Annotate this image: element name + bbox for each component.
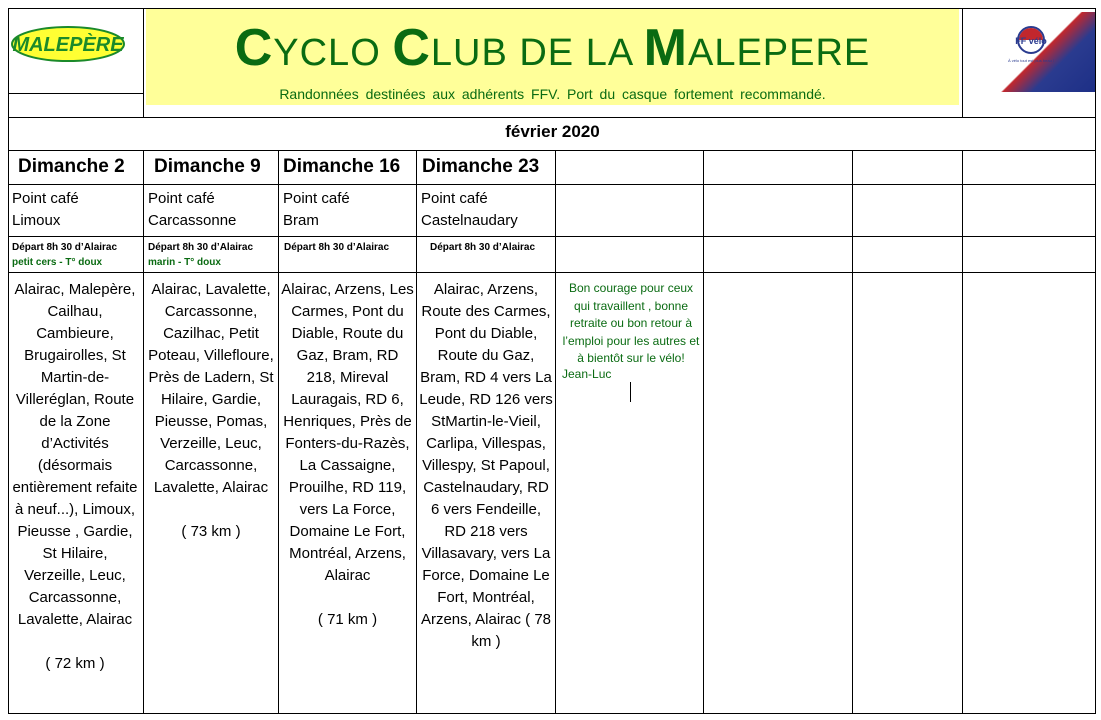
logo-right-text: FF vélo bbox=[1015, 36, 1047, 46]
route-cell-4 bbox=[419, 279, 553, 653]
title-part-lub: LUB DE LA bbox=[430, 32, 644, 74]
cafe-town: Carcassonne bbox=[148, 212, 237, 229]
cafe-label: Point café bbox=[283, 190, 350, 207]
cafe-label: Point café bbox=[148, 190, 215, 207]
route-distance: ( 73 km ) bbox=[181, 523, 241, 540]
grid-line bbox=[962, 8, 963, 118]
grid-line bbox=[8, 93, 143, 94]
cafe-label: Point café bbox=[12, 190, 79, 207]
title-initial-m: M bbox=[643, 19, 688, 77]
cafe-cell-1 bbox=[12, 188, 79, 232]
subtitle: Randonnées destinées aux adhérents FFV. Port du casque fortement recommandé. bbox=[279, 86, 826, 102]
route-distance: ( 71 km ) bbox=[317, 611, 378, 628]
note-text: Bon courage pour ceux qui travaillent , bonne retraite ou bon retour à l’emploi pour les autres et à bientôt sur le vélo! bbox=[562, 281, 700, 365]
grid-line bbox=[8, 184, 1096, 185]
grid-line bbox=[962, 150, 963, 714]
grid-line bbox=[8, 8, 9, 714]
cafe-town: Limoux bbox=[12, 212, 61, 229]
club-title bbox=[146, 18, 959, 78]
title-initial-c2: C bbox=[392, 19, 431, 77]
depart-info-4: Départ 8h 30 d’Alairac bbox=[430, 242, 536, 253]
route-cell-3 bbox=[281, 279, 414, 631]
ffvelo-logo bbox=[965, 12, 1095, 92]
weather-info-1: petit cers - T° doux bbox=[12, 257, 103, 268]
grid-line bbox=[8, 236, 1096, 237]
grid-line bbox=[416, 150, 417, 714]
grid-line bbox=[8, 8, 1096, 9]
logo-left-text: MALEPÈRE bbox=[12, 34, 124, 56]
day-heading-4: Dimanche 23 bbox=[422, 156, 540, 177]
weather-info-2: marin - T° doux bbox=[148, 257, 221, 268]
spacer bbox=[146, 499, 276, 521]
grid-line bbox=[852, 150, 853, 714]
grid-line bbox=[8, 150, 1096, 151]
grid-line bbox=[278, 150, 279, 714]
route-distance: ( 72 km ) bbox=[45, 655, 105, 672]
grid-line bbox=[8, 117, 1096, 118]
title-initial-c1: C bbox=[234, 19, 274, 77]
grid-line bbox=[1095, 8, 1096, 714]
day-heading-1: Dimanche 2 bbox=[18, 156, 125, 177]
cafe-cell-3 bbox=[283, 188, 350, 232]
route-text: Alairac, Malepère, Cailhau, Cambieure, Brugairolles, St Martin-de-Villeréglan, Route de la Zone d’Activités (désormais entièrement refaite à neuf...), Limoux, Pieusse , Gardie, St Hilaire, Verzeille, Leuc, Carcassonne, Lavalette, Alairac bbox=[12, 281, 138, 628]
title-part-alepere: ALEPERE bbox=[687, 32, 871, 74]
cafe-label: Point café bbox=[421, 190, 488, 207]
text-cursor bbox=[630, 382, 631, 402]
grid-line bbox=[555, 150, 556, 714]
day-heading-2: Dimanche 9 bbox=[154, 156, 261, 177]
depart-info-1: Départ 8h 30 d’Alairac bbox=[12, 242, 118, 253]
signature: Jean-Luc bbox=[562, 367, 612, 381]
spacer bbox=[281, 587, 414, 609]
cafe-cell-2 bbox=[148, 188, 236, 232]
cafe-town: Castelnaudary bbox=[421, 212, 518, 229]
depart-info-3: Départ 8h 30 d’Alairac bbox=[284, 242, 390, 253]
spacer bbox=[10, 631, 140, 653]
grid-line bbox=[8, 272, 1096, 273]
logo-right-tagline: À vélo tout est plus beau ! bbox=[1007, 58, 1055, 63]
route-cell-2 bbox=[146, 279, 276, 543]
route-text: Alairac, Arzens, Les Carmes, Pont du Diable, Route du Gaz, Bram, RD 218, Mireval Lauragais, RD 6, Henriques, Près de Fonters-du-Razès, La Cassaigne, Prouilhe, RD 119, vers La Force, Domaine Le Fort, Montréal, Arzens, Alairac bbox=[281, 281, 414, 584]
cafe-cell-4 bbox=[421, 188, 518, 232]
grid-line bbox=[143, 150, 144, 714]
grid-line bbox=[703, 150, 704, 714]
cafe-town: Bram bbox=[283, 212, 319, 229]
day-heading-3: Dimanche 16 bbox=[283, 156, 401, 177]
route-cell-1 bbox=[10, 279, 140, 675]
route-text: Alairac, Arzens, Route des Carmes, Pont du Diable, Route du Gaz, Bram, RD 4 vers La Leude, RD 126 vers StMartin-le-Vieil, Carlipa, Villespas, Villespy, St Papoul, Castelnaudary, RD 6 vers Fendeille, RD 218 vers Villasavary, vers La Force, Domaine Le Fort, Montréal, Arzens, Alairac ( 78 km ) bbox=[419, 281, 553, 650]
route-text: Alairac, Lavalette, Carcassonne, Cazilhac, Petit Poteau, Villefloure, Près de Ladern, St Hilaire, Gardie, Pieusse, Pomas, Verzeille, Leuc, Carcassonne, Lavalette, Alairac bbox=[148, 281, 274, 496]
title-part-yclo: YCLO bbox=[273, 32, 393, 74]
month-heading: février 2020 bbox=[505, 122, 600, 141]
depart-info-2: Départ 8h 30 d’Alairac bbox=[148, 242, 254, 253]
grid-line bbox=[8, 713, 1096, 714]
grid-line bbox=[143, 8, 144, 118]
malepere-logo bbox=[10, 22, 130, 64]
